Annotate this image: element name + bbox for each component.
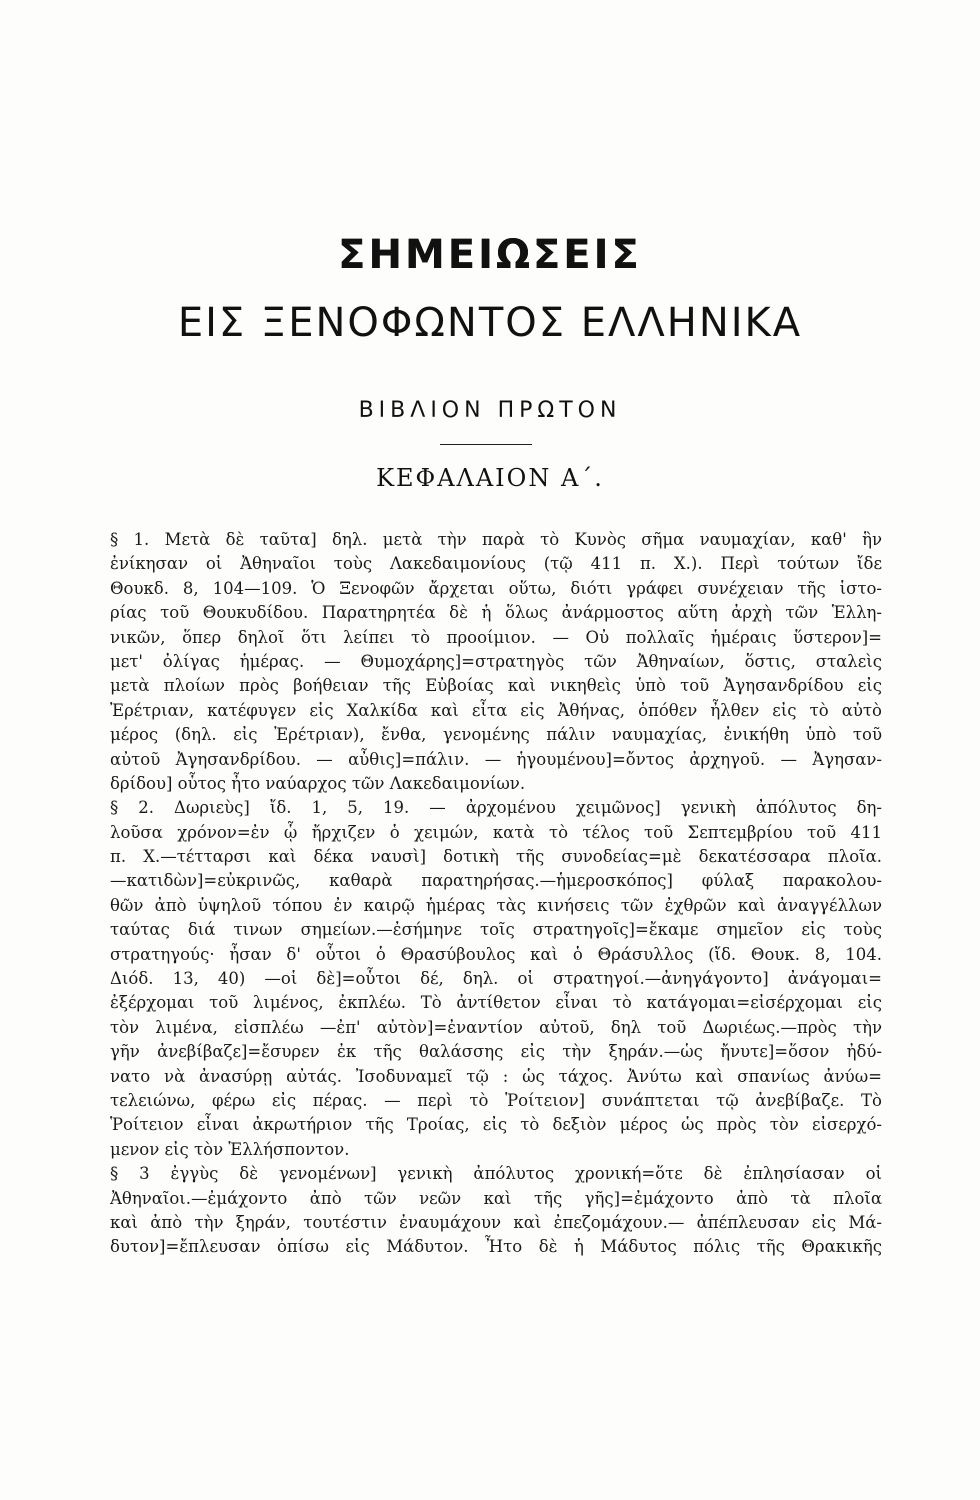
text-line: Διόδ. 13, 40) —οἱ δὲ]=οὗτοι δέ, δηλ. οἱ στρατηγοί.—ἀνηγάγοντο] ἀνάγομαι=	[110, 969, 882, 989]
text-line: αὐτοῦ Ἀγησανδρίδου. — αὖθις]=πάλιν. — ἡγουμένου]=ὄντος ἀρχηγοῦ. — Ἀγησαν-	[110, 749, 882, 769]
page-title: ΣΗΜΕΙΩΣΕΙΣ	[338, 232, 642, 278]
text-line: καὶ ἀπὸ τὴν ξηράν, τουτέστιν ἐναυμάχουν καὶ ἐπεζομάχουν.— ἀπέπλευσαν εἰς Μά-	[110, 1212, 882, 1232]
divider	[440, 444, 532, 445]
page-subtitle: ΕΙΣ ΞΕΝΟΦΩΝΤΟΣ ΕΛΛΗΝΙΚΑ	[177, 300, 803, 346]
text-line: § 3 ἐγγὺς δὲ γενομένων] γενικὴ ἀπόλυτος χρονική=ὅτε δὲ ἐπλησίασαν οἱ	[110, 1164, 882, 1184]
text-line: μέρος (δηλ. εἰς Ἐρέτριαν), ἔνθα, γενομένης πάλιν ναυμαχίας, ἐνικήθη ὑπὸ τοῦ	[110, 725, 882, 745]
text-line: δυτον]=ἔπλευσαν ὀπίσω εἰς Μάδυτον. Ἦτο δὲ ἡ Μάδυτος πόλις τῆς Θρακικῆς	[110, 1237, 882, 1257]
text-line: ἐνίκησαν οἱ Ἀθηναῖοι τοὺς Λακεδαιμονίους (τῷ 411 π. Χ.). Περὶ τούτων ἴδε	[110, 554, 882, 574]
text-line: θῶν ἀπὸ ὑψηλοῦ τόπου ἐν καιρῷ ἡμέρας τὰς κινήσεις τῶν ἐχθρῶν καὶ ἀναγγέλλων	[110, 895, 882, 915]
text-line: § 1. Μετὰ δὲ ταῦτα] δηλ. μετὰ τὴν παρὰ τὸ Κυνὸς σῆμα ναυμαχίαν, καθ' ἣν	[110, 530, 882, 549]
text-line: λοῦσα χρόνον=ἐν ᾧ ἤρχιζεν ὁ χειμών, κατὰ τὸ τέλος τοῦ Σεπτεμβρίου τοῦ 411	[110, 822, 882, 842]
text-line: τὸν λιμένα, εἰσπλέω —ἐπ' αὐτὸν]=ἐναντίον αὐτοῦ, δηλ τοῦ Δωριέως.—πρὸς τὴν	[110, 1017, 882, 1037]
text-line: δρίδου] οὗτος ἦτο ναύαρχος τῶν Λακεδαιμονίων.	[110, 773, 526, 793]
text-line: Θουκδ. 8, 104—109. Ὁ Ξενοφῶν ἄρχεται οὕτω, διότι γράφει συνέχειαν τῆς ἱστο-	[110, 578, 882, 598]
text-line: νατο νὰ ἀνασύρῃ αὐτάς. Ἰσοδυναμεῖ τῷ : ὡς τάχος. Ἀνύτω καὶ σπανίως ἀνύω=	[110, 1066, 882, 1086]
text-line: μετὰ πλοίων πρὸς βοήθειαν τῆς Εὐβοίας καὶ νικηθεὶς ὑπὸ τοῦ Ἀγησανδρίδου εἰς	[110, 676, 882, 696]
text-line: —κατιδὼν]=εὐκρινῶς, καθαρὰ παρατηρήσας.—ἡμεροσκόπος] φύλαξ παρακολου-	[110, 871, 882, 891]
text-line: στρατηγούς· ἦσαν δ' οὗτοι ὁ Θρασύβουλος καὶ ὁ Θράσυλλος (ἴδ. Θουκ. 8, 104.	[110, 944, 882, 964]
text-line: Ἀθηναῖοι.—ἐμάχοντο ἀπὸ τῶν νεῶν καὶ τῆς γῆς]=ἐμάχοντο ἀπὸ τὰ πλοῖα	[110, 1188, 882, 1208]
text-line: Ῥοίτειον εἶναι ἀκρωτήριον τῆς Τροίας, εἰς τὸ δεξιὸν μέρος ὡς πρὸς τὸν εἰσερχό-	[110, 1115, 882, 1135]
text-line: νικῶν, ὅπερ δηλοῖ ὅτι λείπει τὸ προοίμιον. — Οὐ πολλαῖς ἡμέραις ὕστερον]=	[110, 627, 882, 647]
text-line: τελειώνω, φέρω εἰς πέρας. — περὶ τὸ Ῥοίτειον] συνάπτεται τῷ ἀνεβίβαζε. Τὸ	[110, 1090, 882, 1110]
commentary-text	[110, 528, 882, 1260]
text-line: ρίας τοῦ Θουκυδίδου. Παρατηρητέα δὲ ἡ ὅλως ἀνάρμοστος αὕτη ἀρχὴ τῶν Ἑλλη-	[110, 603, 882, 623]
chapter-heading: ΚΕΦΑΛΑΙΟΝ Α΄.	[376, 464, 604, 492]
text-line: Ἐρέτριαν, κατέφυγεν εἰς Χαλκίδα καὶ εἶτα εἰς Ἀθήνας, ὁπόθεν ἦλθεν εἰς τὸ αὐτὸ	[110, 700, 882, 720]
text-line: § 2. Δωριεὺς] ἴδ. 1, 5, 19. — ἀρχομένου χειμῶνος] γενικὴ ἀπόλυτος δη-	[110, 798, 882, 818]
book-heading: ΒΙΒΛΙΟΝ ΠΡΩΤΟΝ	[358, 398, 622, 423]
text-line: π. Χ.—τέτταρσι καὶ δέκα ναυσὶ] δοτικὴ τῆς συνοδείας=μὲ δεκατέσσαρα πλοῖα.	[110, 847, 882, 867]
text-line: ταύτας διά τινων σημείων.—ἐσήμηνε τοῖς στρατηγοῖς]=ἔκαμε σημεῖον εἰς τοὺς	[110, 920, 882, 940]
text-line: μετ' ὀλίγας ἡμέρας. — Θυμοχάρης]=στρατηγὸς τῶν Ἀθηναίων, ὅστις, σταλεὶς	[110, 651, 882, 671]
text-line: ἐξέρχομαι τοῦ λιμένος, ἐκπλέω. Τὸ ἀντίθετον εἶναι τὸ κατάγομαι=εἰσέρχομαι εἰς	[110, 993, 882, 1013]
text-line: γῆν ἀνεβίβαζε]=ἔσυρεν ἐκ τῆς θαλάσσης εἰς τὴν ξηράν.—ὡς ἤνυτε]=ὅσον ἠδύ-	[110, 1042, 882, 1062]
text-line: μενον εἰς τὸν Ἑλλήσποντον.	[110, 1139, 350, 1159]
